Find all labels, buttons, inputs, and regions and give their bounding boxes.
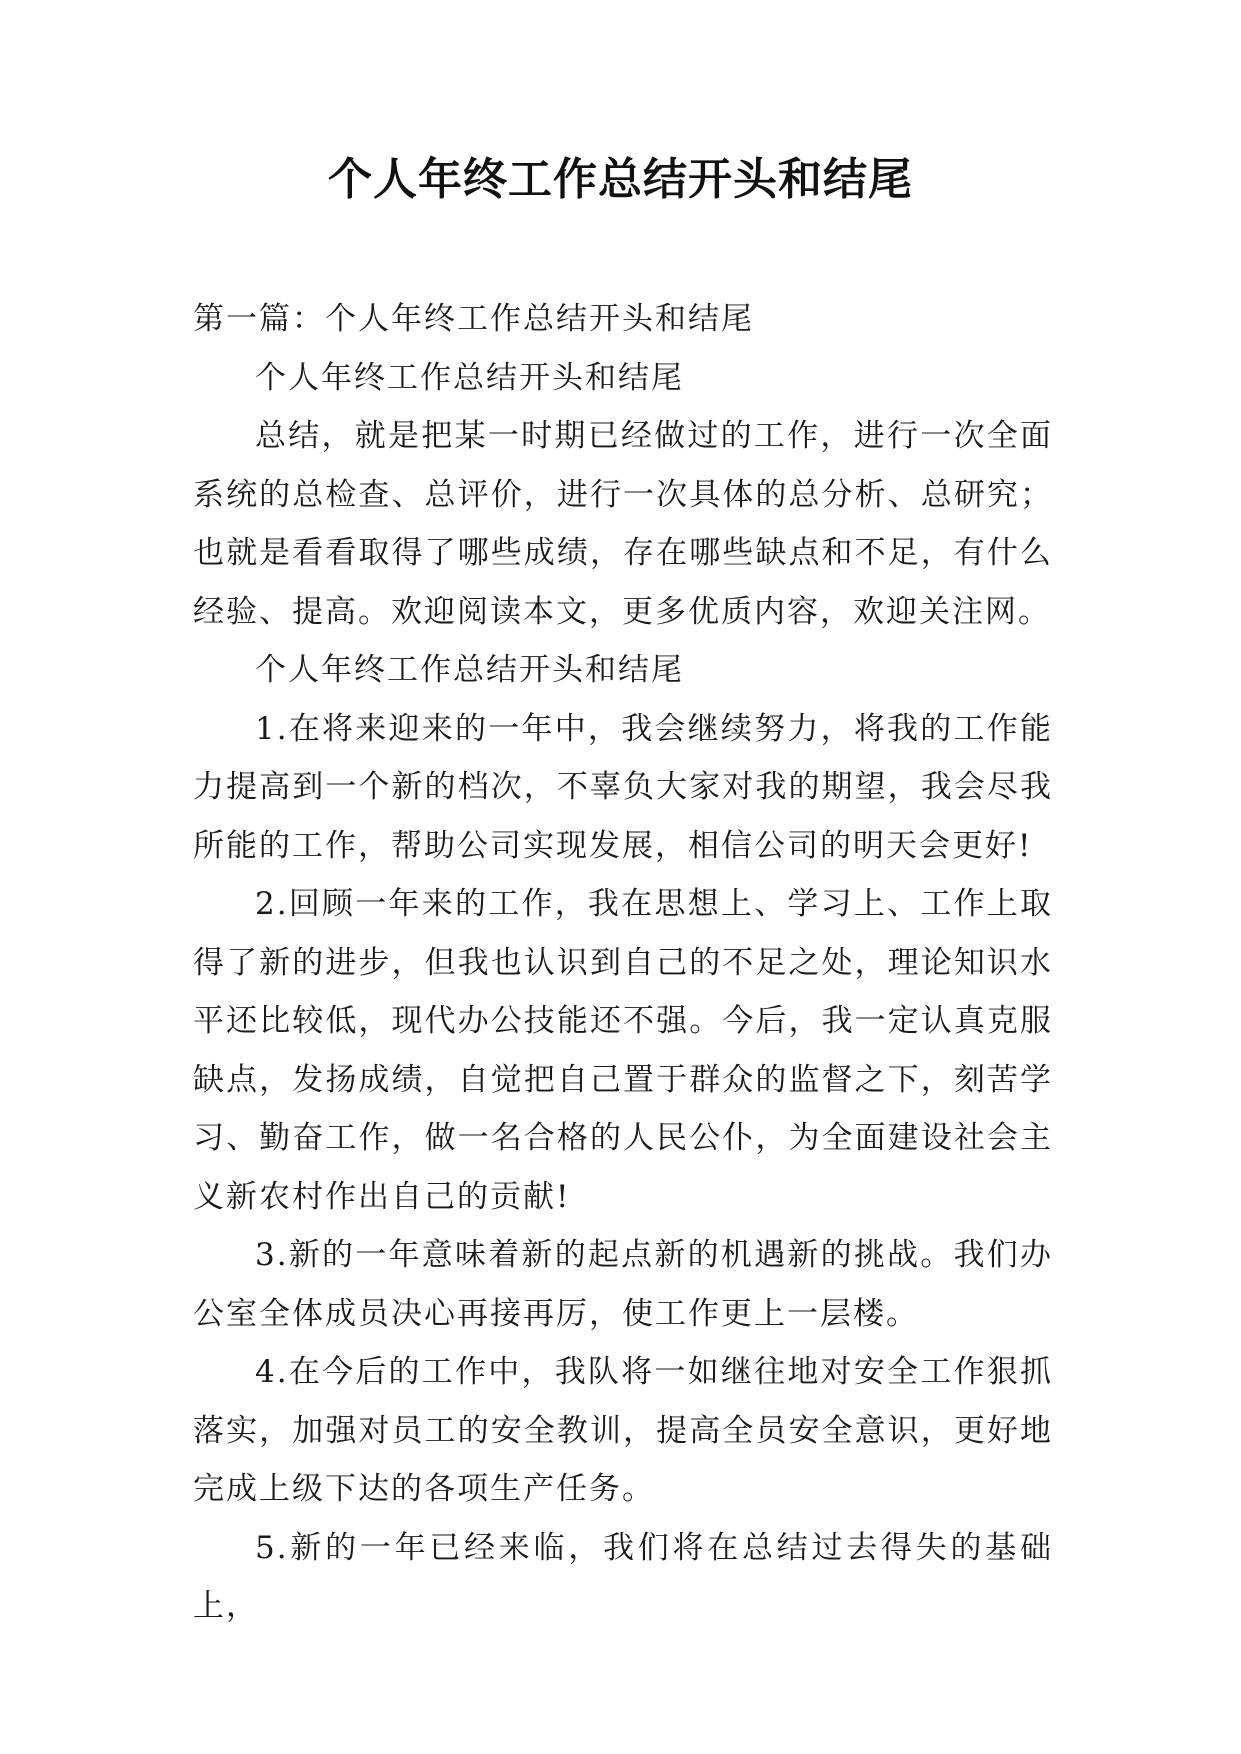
body-paragraph: 5.新的一年已经来临，我们将在总结过去得失的基础上，	[193, 1529, 1053, 1624]
subheading: 个人年终工作总结开头和结尾	[255, 359, 684, 396]
section-heading: 第一篇：个人年终工作总结开头和结尾	[193, 301, 754, 337]
document-body	[193, 290, 1053, 1636]
body-paragraph: 2.回顾一年来的工作，我在思想上、学习上、工作上取得了新的进步，但我也认识到自己的不足之处，理论知识水平还比较低，现代办公技能还不强。今后，我一定认真克服缺点，发扬成绩，自觉把自己置于群众的监督之下，刻苦学习、勤奋工作，做一名合格的人民公仆，为全面建设社会主义新农村作出自己的贡献!	[193, 886, 1053, 1215]
document-title: 个人年终工作总结开头和结尾	[328, 154, 913, 205]
intro-paragraph: 总结，就是把某一时期已经做过的工作，进行一次全面系统的总检查、总评价，进行一次具体的总分析、总研究；也就是看看取得了哪些成绩，存在哪些缺点和不足，有什么经验、提高。欢迎阅读本文，更多优质内容，欢迎关注网。	[193, 418, 1053, 630]
body-paragraph: 3.新的一年意味着新的起点新的机遇新的挑战。我们办公室全体成员决心再接再厉，使工作更上一层楼。	[193, 1237, 1053, 1332]
body-paragraph: 1.在将来迎来的一年中，我会继续努力，将我的工作能力提高到一个新的档次，不辜负大家对我的期望，我会尽我所能的工作，帮助公司实现发展，相信公司的明天会更好!	[193, 710, 1053, 864]
subheading: 个人年终工作总结开头和结尾	[255, 652, 684, 688]
body-paragraph: 4.在今后的工作中，我队将一如继往地对安全工作狠抓落实，加强对员工的安全教训，提高全员安全意识，更好地完成上级下达的各项生产任务。	[193, 1354, 1053, 1507]
